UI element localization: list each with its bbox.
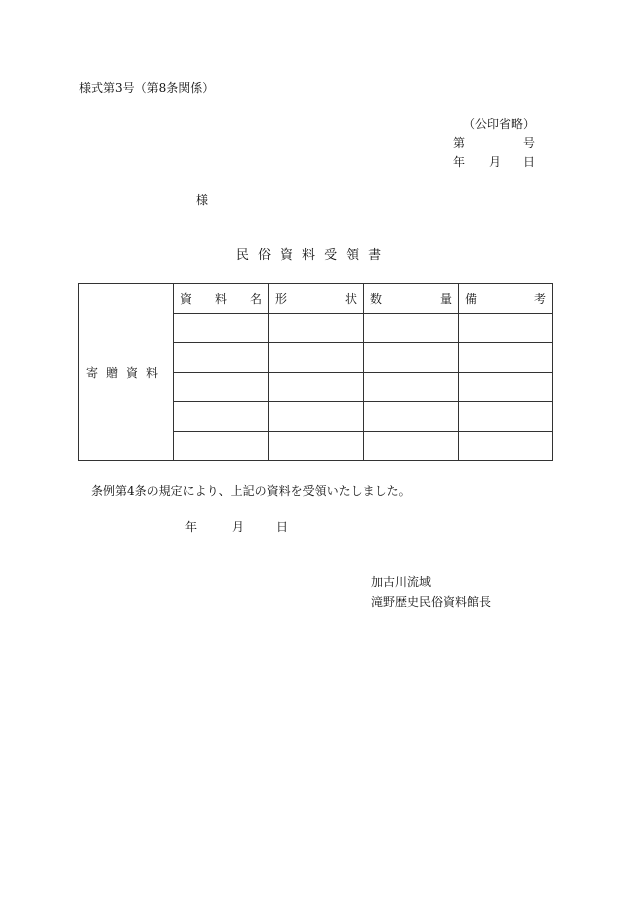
column-header-shape: 形 状 [269,284,364,314]
form-number-label: 様式第3号（第8条関係） [79,81,215,95]
title-char: 受 [324,248,347,263]
table-cell[interactable] [174,372,269,402]
issue-date-day: 日 [522,155,535,169]
column-header-material-name: 資 料 名 [174,284,269,314]
table-cell[interactable] [459,372,553,402]
title-char: 資 [280,248,303,263]
table-cell[interactable] [459,431,553,461]
table-cell[interactable] [364,431,459,461]
issuer-region: 加古川流域 [371,575,432,589]
receipt-date-day: 日 [275,520,288,534]
number-suffix: 号 [522,136,535,150]
title-char: 領 [346,248,369,263]
table-cell[interactable] [459,313,553,343]
number-prefix: 第 [453,136,466,150]
table-cell[interactable] [364,343,459,373]
issue-date-month: 月 [489,155,502,169]
column-header-quantity: 数 量 [364,284,459,314]
table-cell[interactable] [269,402,364,432]
title-char: 料 [302,248,325,263]
issuer-title: 滝野歴史民俗資料館長 [371,595,492,609]
table-cell[interactable] [364,402,459,432]
table-cell[interactable] [174,431,269,461]
document-title [236,249,390,262]
table-cell[interactable] [459,343,553,373]
table-cell[interactable] [364,313,459,343]
receipt-date-year: 年 [185,520,198,534]
receipt-date-month: 月 [232,520,245,534]
receipt-statement: 条例第4条の規定により、上記の資料を受領いたしました。 [91,484,411,498]
table-cell[interactable] [459,402,553,432]
seal-omitted-note: （公印省略） [463,117,536,131]
table-cell[interactable] [269,313,364,343]
title-char: 書 [368,248,391,263]
table-cell[interactable] [269,431,364,461]
table-cell[interactable] [269,343,364,373]
title-char: 民 [236,248,259,263]
table-cell[interactable] [174,343,269,373]
table-cell[interactable] [364,372,459,402]
donated-materials-table [78,283,553,461]
issue-date-year: 年 [453,155,466,169]
donated-materials-group-label: 寄贈資料 [79,284,174,461]
table-cell[interactable] [174,402,269,432]
column-header-remarks: 備 考 [459,284,553,314]
table-header-row [79,284,553,314]
addressee-suffix: 様 [196,193,209,207]
title-char: 俗 [258,248,281,263]
table-cell[interactable] [269,372,364,402]
table-cell[interactable] [174,313,269,343]
